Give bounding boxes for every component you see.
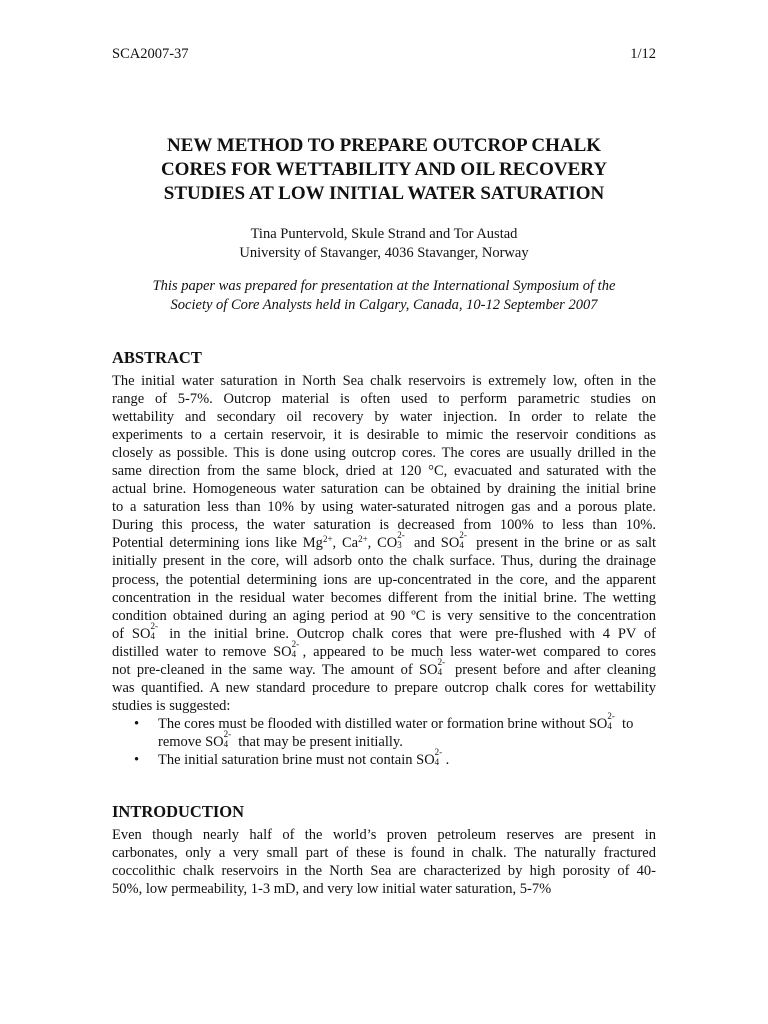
title-line: NEW METHOD TO PREPARE OUTCROP CHALK xyxy=(166,135,602,156)
title-line: STUDIES AT LOW INITIAL WATER SATURATION xyxy=(163,183,605,204)
text-line: During this process, the water saturation is decreased from 100% to less than 10%. xyxy=(112,517,656,534)
note-line: Society of Core Analysts held in Calgary, Canada, 10-12 September 2007 xyxy=(170,297,598,313)
text-line: process, the potential determining ions are up-concentrated in the core, and the apparent xyxy=(112,571,656,588)
text-line: of SO 2- 4 in the initial brine. Outcrop chalk cores that were pre-flushed with 4 PV of xyxy=(112,620,656,642)
text-line: The initial water saturation in North Sea chalk reservoirs is extremely low, often in the xyxy=(112,373,656,389)
text-line: was quantified. A new standard procedure to prepare outcrop chalk cores for wettability xyxy=(112,679,656,696)
text-line: distilled water to remove SO 2- 4 , appeared to be much less water-wet compared to cores xyxy=(112,638,657,660)
text-line: studies is suggested: xyxy=(112,697,231,714)
text-line: concentration in the residual water becomes different from the initial brine. The wetting xyxy=(112,589,656,606)
text-line: Even though nearly half of the world’s proven petroleum reserves are present in xyxy=(112,827,656,843)
bullet-continuation: remove SO 2- 4 that may be present initially. xyxy=(158,728,403,750)
text-line-ions: Potential determining ions like $Mg^{2+}$, $Ca^{2+}$, CO 2- 3 and SO 2- 4 present in the brine or as salt xyxy=(112,530,656,552)
paper-title xyxy=(112,134,656,206)
abstract-body xyxy=(112,372,656,769)
note-line: This paper was prepared for presentation at the International Symposium of the xyxy=(152,278,616,294)
text-line: 50%, low permeability, 1-3 mD, and very low initial water saturation, 5-7% xyxy=(112,881,552,898)
bullet-item: • The cores must be flooded with distilled water or formation brine without SO 2- 4 to xyxy=(134,710,634,732)
page-header xyxy=(112,45,656,63)
text-line: not pre-cleaned in the same way. The amount of SO 2- 4 present before and after cleaning xyxy=(112,656,656,678)
paper-id: SCA2007-37 xyxy=(112,46,189,62)
page-number: 1/12 xyxy=(630,46,656,62)
text-line: same direction from the same block, dried at 120 °C, evacuated and saturated with the xyxy=(112,463,656,480)
text-line: to a saturation less than 10% by using water-saturated nitrogen gas and a porous plate. xyxy=(112,499,656,516)
text-line: coccolithic chalk reservoirs in the North Sea are characterized by high porosity of 40- xyxy=(112,863,656,880)
text-line: carbonates, only a very small part of these is found in chalk. The naturally fractured xyxy=(112,845,656,862)
author-affiliation: University of Stavanger, 4036 Stavanger, Norway xyxy=(239,245,529,261)
title-line: CORES FOR WETTABILITY AND OIL RECOVERY xyxy=(160,159,608,180)
text-line: initially present in the core, will adsorb onto the chalk surface. Thus, during the drainage xyxy=(112,553,656,570)
text-line: condition obtained during an aging period at 90 ºC is very sensitive to the concentration xyxy=(112,607,656,624)
symposium-note xyxy=(112,277,656,315)
text-line: experiments to a certain reservoir, it is desirable to mimic the reservoir conditions as xyxy=(112,427,656,444)
text-line: closely as possible. This is done using outcrop cores. The cores are usually drilled in the xyxy=(112,445,656,462)
abstract-heading: ABSTRACT xyxy=(112,348,202,367)
text-line: range of 5-7%. Outcrop material is often used to perform parametric studies on xyxy=(112,391,656,408)
author-block xyxy=(112,225,656,263)
text-line: actual brine. Homogeneous water saturation can be obtained by draining the initial brine xyxy=(112,481,656,498)
bullet-item: • The initial saturation brine must not contain SO 2- 4 . xyxy=(134,746,450,768)
bullet-icon: • xyxy=(134,715,140,732)
bullet-icon: • xyxy=(134,751,140,768)
author-names: Tina Puntervold, Skule Strand and Tor Austad xyxy=(250,226,518,242)
text-line: wettability and secondary oil recovery by water injection. In order to relate the xyxy=(112,409,656,426)
introduction-body xyxy=(112,826,656,898)
introduction-heading: INTRODUCTION xyxy=(112,802,245,821)
